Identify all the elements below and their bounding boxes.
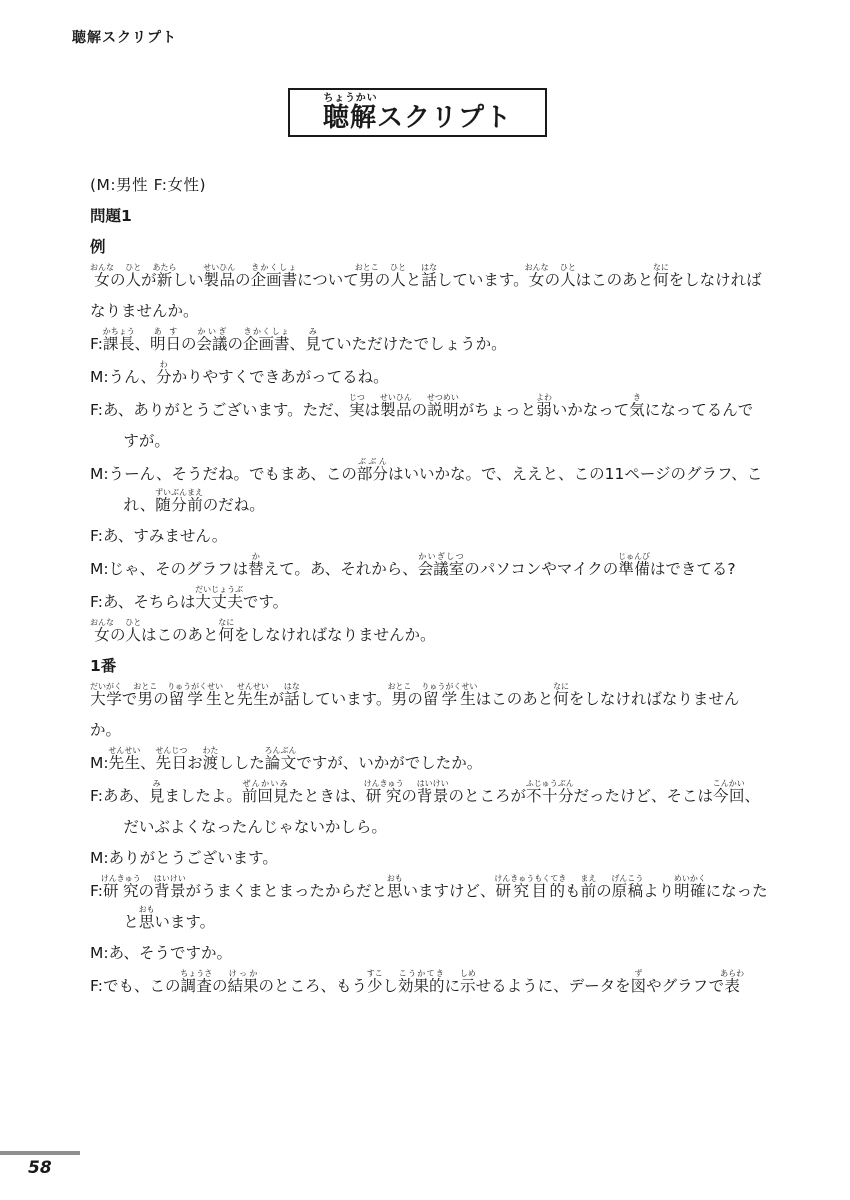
dialog-text: ああ、見みましたよ。前回見ぜんかいみたときは、研究けんきゅうの背景はいけいのところが不十分ふじゅうぶんだったけど、そこは今回こんかい、だいぶよくなったんじゃないかしら。 (102, 779, 761, 836)
dialog-text: じゃ、そのグラフは替かえて。あ、それから、会議室かいぎしつのパソコンやマイクの準備じゅんびはできてる? (108, 552, 736, 578)
dialog-line (90, 360, 768, 393)
speaker-label: F: (90, 977, 103, 995)
speaker-label: M: (90, 944, 109, 962)
title-box (288, 88, 547, 137)
dialog-line (90, 746, 768, 779)
dialog-line (90, 938, 768, 969)
speaker-label: F: (90, 787, 103, 805)
speaker-label: F: (90, 335, 103, 353)
speaker-label: F: (90, 401, 103, 419)
dialog-text: 課長かちょう、明日あすの会議かいぎの企画書きかくしょ、見みていただけたでしょうか。 (102, 327, 507, 353)
script-item (90, 232, 768, 651)
dialog-line (90, 521, 768, 552)
item-label: 例 (90, 238, 106, 256)
running-header: 聴解スクリプト (72, 30, 177, 46)
dialog-text: うん、分わかりやすくできあがってるね。 (108, 360, 389, 386)
dialog-line (90, 585, 768, 618)
dialog-text: うーん、そうだね。でもまあ、この部分ぶぶんはいいかな。で、ええと、この11ページのグラフ、これ、随分前ずいぶんまえのだね。 (108, 457, 763, 514)
dialog-text: あ、すみません。 (102, 527, 228, 545)
narration-intro: 大学だいがくで男おとこの留学生りゅうがくせいと先生せんせいが話はなしています。男おとこの留学生りゅうがくせいはこのあと何なにをしなければなりませんか。 (90, 682, 740, 739)
dialog-line (90, 393, 768, 457)
speaker-label: M: (90, 560, 109, 578)
dialog-text: あ、そうですか。 (108, 944, 232, 962)
narration-intro: 女おんなの人ひとが新あたらしい製品せいひんの企画書きかくしょについて男おとこの人ひとと話はなしています。女おんなの人ひとはこのあと何なにをしなければなりませんか。 (90, 263, 762, 320)
speaker-label: M: (90, 849, 109, 867)
problem-heading: 問題1 (90, 207, 132, 225)
dialog-line (90, 843, 768, 874)
dialog-text: でも、この調査ちょうさの結果けっかのところ、もう少すこし効果的こうかてきに示しめせるように、データを図ずやグラフで表あらわ (102, 969, 745, 995)
dialog-text: 先生せんせい、先日せんじつお渡わたしした論文ろんぶんですが、いかがでしたか。 (108, 746, 483, 772)
dialog-text: あ、ありがとうございます。ただ、実じつは製品せいひんの説明せつめいがちょっと弱よわいかなって気きになってるんですが。 (102, 393, 754, 450)
dialog-line (90, 457, 768, 521)
speaker-label: M: (90, 368, 109, 386)
speaker-legend: (M:男性 F:女性) (90, 176, 207, 194)
dialog-text: あ、そちらは大丈夫だいじょうぶです。 (102, 585, 289, 611)
dialog-block (90, 746, 768, 1002)
script-item (90, 651, 768, 1002)
speaker-label: F: (90, 593, 103, 611)
dialog-line (90, 327, 768, 360)
speaker-label: F: (90, 527, 103, 545)
dialog-line (90, 552, 768, 585)
footer-rule (0, 1151, 80, 1155)
dialog-line (90, 874, 768, 938)
content-area (90, 170, 768, 1002)
dialog-block (90, 327, 768, 618)
dialog-text: ありがとうございます。 (108, 849, 278, 867)
page-number: 58 (28, 1158, 52, 1178)
speaker-label: F: (90, 882, 103, 900)
dialog-line (90, 779, 768, 843)
page-title: 聴解ちょうかいスクリプト (322, 92, 513, 133)
narration-outro: 女おんなの人ひとはこのあと何なにをしなければなりませんか。 (90, 618, 436, 644)
sections-container (90, 201, 768, 1002)
item-label: 1番 (90, 657, 117, 675)
dialog-line (90, 969, 768, 1002)
speaker-label: M: (90, 754, 109, 772)
dialog-text: 研究けんきゅうの背景はいけいがうまくまとまったからだと思おもいますけど、研究目的けんきゅうもくてきも前まえの原稿げんこうより明確めいかくになったと思おもいます。 (100, 874, 768, 931)
speaker-label: M: (90, 465, 109, 483)
